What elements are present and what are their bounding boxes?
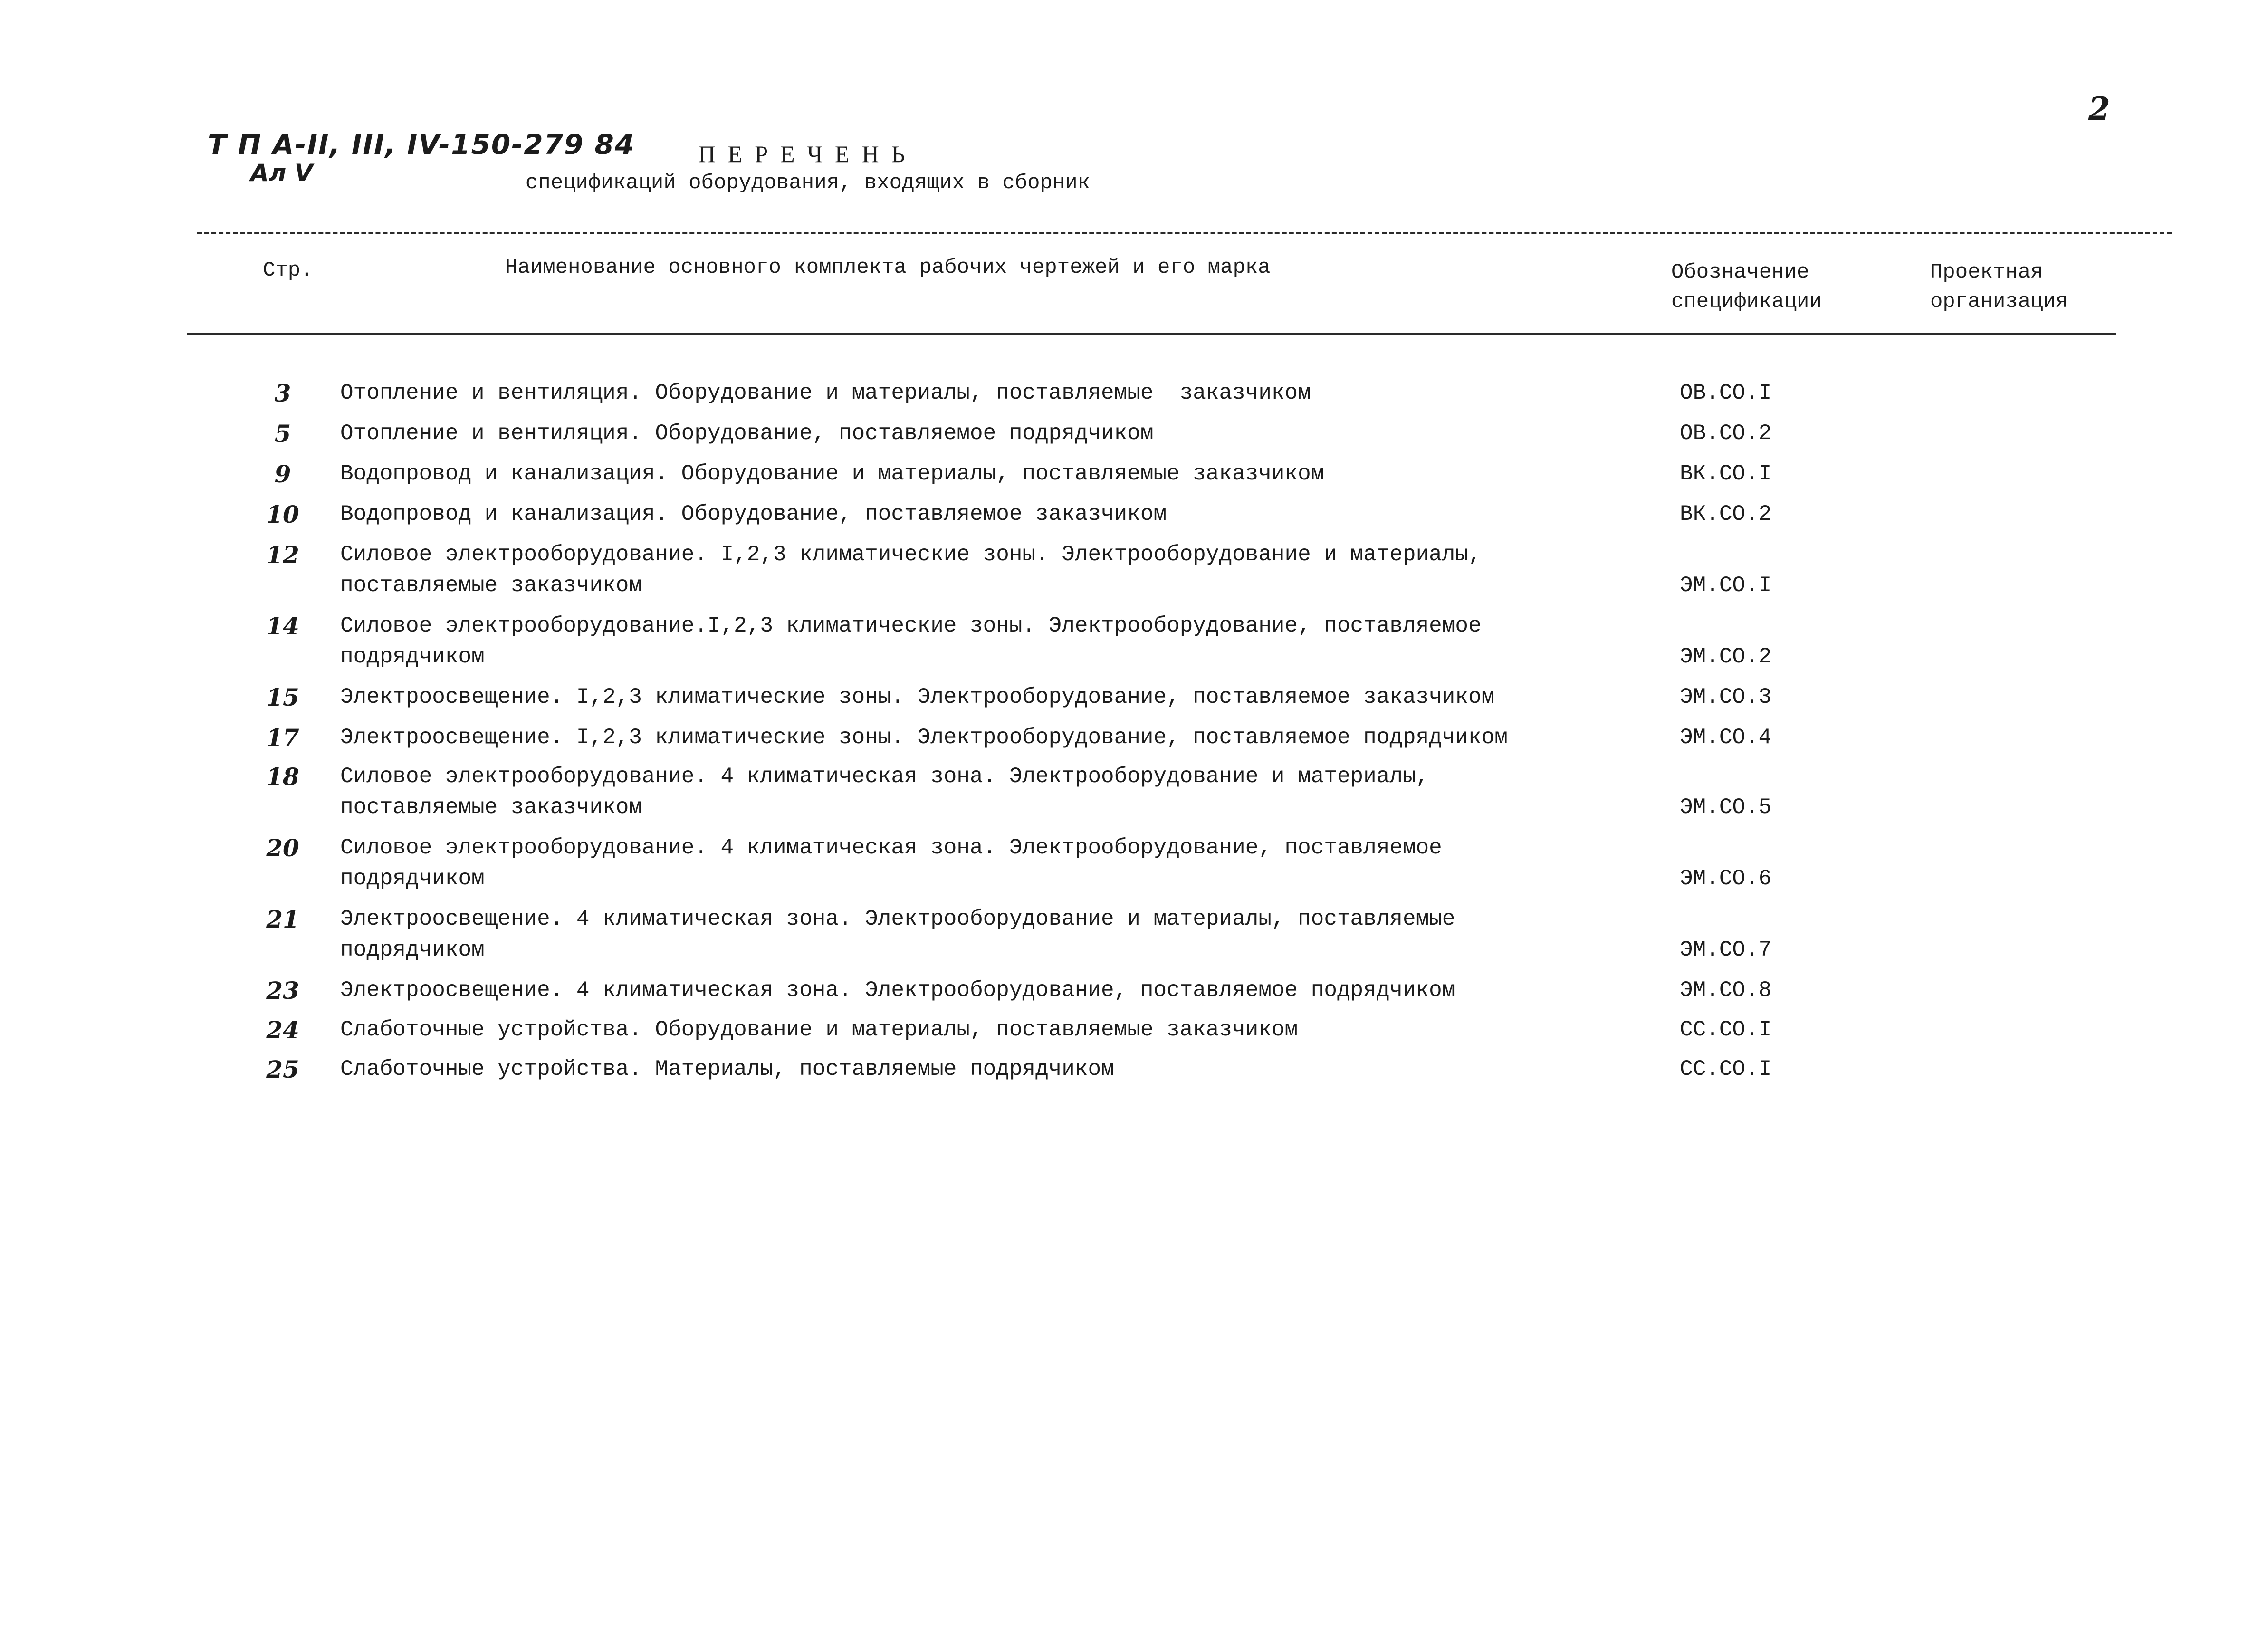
row-page: 10 — [266, 500, 299, 528]
row-name: Электроосвещение. I,2,3 климатические зоны. Электрооборудование, поставляемое подрядчиком — [340, 725, 1508, 750]
row-page: 20 — [266, 834, 299, 862]
row-code: ЭМ.СО.I — [1680, 573, 1772, 598]
row-page: 25 — [266, 1055, 299, 1083]
page-number: 2 — [2088, 90, 2110, 127]
row-page: 9 — [274, 460, 291, 488]
document-code-stamp: Т П А-II, III, IV-150-279 84 — [208, 128, 635, 161]
row-page: 15 — [266, 683, 299, 711]
column-header-designation-line2: спецификации — [1671, 290, 1822, 314]
row-name: Силовое электрооборудование. I,2,3 климатические зоны. Электрооборудование и материалы, поставляемые заказчиком — [340, 542, 1482, 598]
row-code: ЭМ.СО.7 — [1680, 938, 1772, 962]
row-code: ЭМ.СО.2 — [1680, 644, 1772, 669]
row-name: Электроосвещение. 4 климатическая зона. Электрооборудование и материалы, поставляемые подрядчиком — [340, 907, 1455, 962]
row-page: 3 — [274, 379, 291, 407]
row-name: Силовое электрооборудование. 4 климатическая зона. Электрооборудование, поставляемое подрядчиком — [340, 835, 1442, 891]
header-divider — [187, 333, 2116, 335]
row-name: Силовое электрооборудование.I,2,3 климатические зоны. Электрооборудование, поставляемое подрядчиком — [340, 613, 1482, 669]
column-header-organization-line2: организация — [1930, 290, 2068, 314]
row-code: ЭМ.СО.4 — [1680, 725, 1772, 750]
row-name: Слаботочные устройства. Материалы, поставляемые подрядчиком — [340, 1057, 1114, 1082]
top-divider — [197, 232, 2172, 234]
row-page: 24 — [266, 1016, 299, 1044]
row-name: Водопровод и канализация. Оборудование, поставляемое заказчиком — [340, 502, 1167, 527]
column-header-organization — [1930, 258, 2068, 316]
row-page: 23 — [266, 977, 299, 1005]
row-name: Силовое электрооборудование. 4 климатическая зона. Электрооборудование и материалы, поставляемые заказчиком — [340, 764, 1429, 820]
row-page: 21 — [266, 905, 299, 933]
row-code: ЭМ.СО.5 — [1680, 795, 1772, 820]
row-name: Отопление и вентиляция. Оборудование и материалы, поставляемые заказчиком — [340, 381, 1311, 405]
row-code: ВК.СО.2 — [1680, 502, 1772, 527]
row-code: ЭМ.СО.3 — [1680, 685, 1772, 709]
row-page: 12 — [266, 541, 299, 569]
document-title: ПЕРЕЧЕНЬ — [698, 141, 918, 167]
column-header-designation-line1: Обозначение — [1671, 260, 1809, 284]
row-code: ЭМ.СО.8 — [1680, 978, 1772, 1003]
row-code: СС.СО.I — [1680, 1017, 1772, 1042]
row-page: 5 — [274, 420, 291, 448]
row-code: ЭМ.СО.6 — [1680, 866, 1772, 891]
row-page: 18 — [266, 763, 299, 791]
row-page: 17 — [266, 724, 299, 752]
row-code: СС.СО.I — [1680, 1057, 1772, 1082]
column-header-organization-line1: Проектная — [1930, 260, 2043, 284]
row-name: Отопление и вентиляция. Оборудование, поставляемое подрядчиком — [340, 421, 1154, 446]
row-code: ОВ.СО.I — [1680, 381, 1772, 405]
row-name: Слаботочные устройства. Оборудование и материалы, поставляемые заказчиком — [340, 1017, 1298, 1042]
column-header-page: Стр. — [263, 259, 313, 282]
document-subtitle: спецификаций оборудования, входящих в сборник — [525, 171, 1091, 195]
row-name: Электроосвещение. I,2,3 климатические зоны. Электрооборудование, поставляемое заказчиком — [340, 685, 1495, 709]
row-page: 14 — [266, 612, 299, 640]
row-code: ВК.СО.I — [1680, 461, 1772, 486]
column-header-designation — [1671, 258, 1822, 316]
document-code-suffix: Ал V — [250, 159, 313, 187]
column-header-name: Наименование основного комплекта рабочих чертежей и его марка — [505, 256, 1271, 279]
row-name: Электроосвещение. 4 климатическая зона. Электрооборудование, поставляемое подрядчиком — [340, 978, 1455, 1003]
row-code: ОВ.СО.2 — [1680, 421, 1772, 446]
row-name: Водопровод и канализация. Оборудование и материалы, поставляемые заказчиком — [340, 461, 1324, 486]
